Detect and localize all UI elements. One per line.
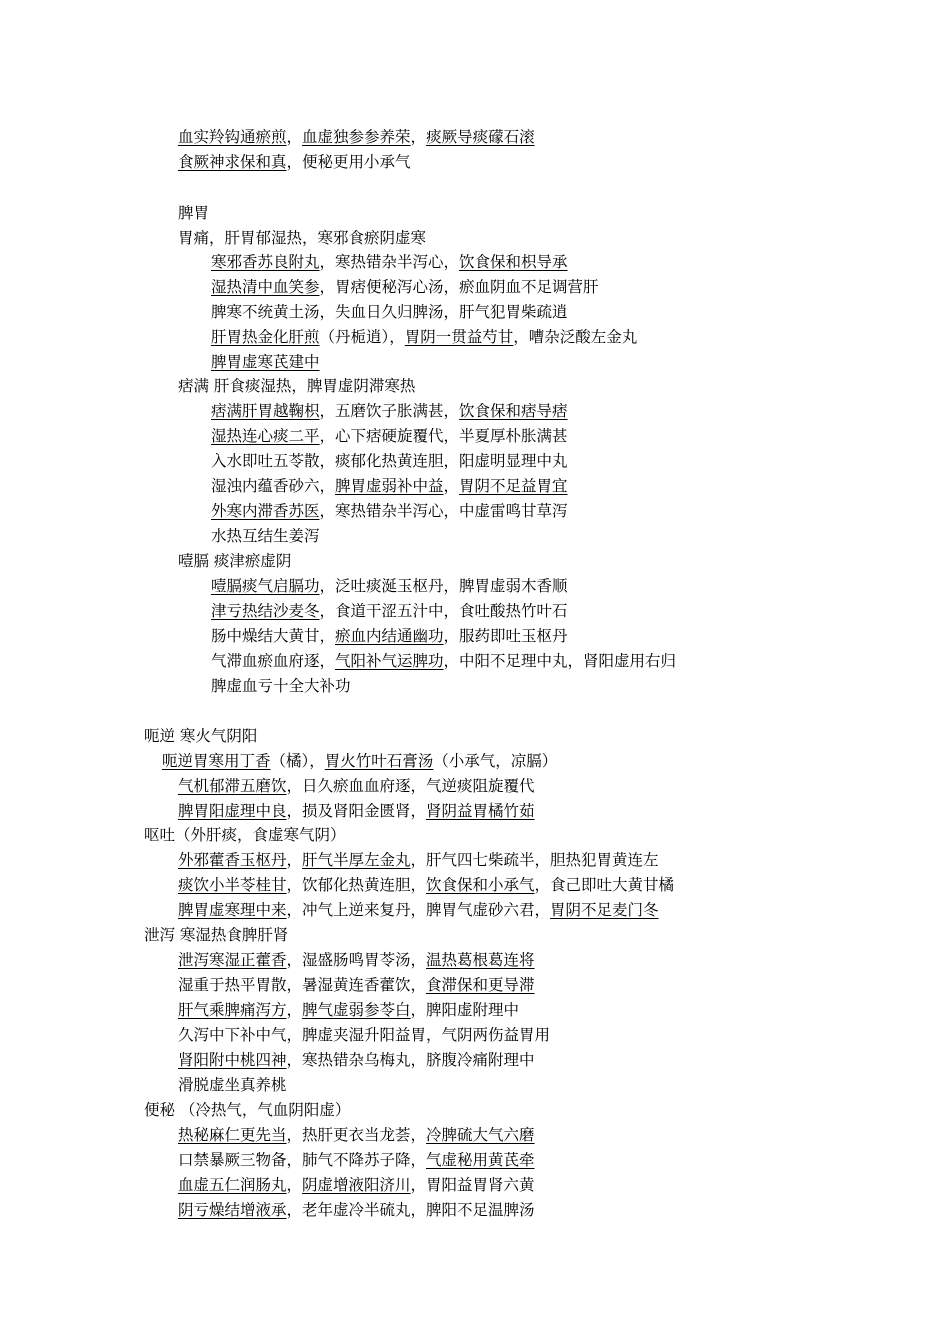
- underlined-phrase: 痞满肝胃越鞠枳: [211, 402, 320, 420]
- text-segment: 胃痛，肝胃郁湿热，寒邪食瘀阴虚寒: [178, 229, 427, 247]
- text-segment: ，: [286, 1176, 303, 1194]
- text-segment: 呕吐（外肝痰，食虚寒气阴）: [144, 826, 346, 844]
- underlined-phrase: 噎膈痰气启膈功: [211, 577, 320, 595]
- text-segment: （丹栀逍），: [319, 328, 405, 346]
- text-segment: ，: [410, 128, 427, 146]
- text-line: [211, 676, 351, 696]
- text-segment: ，老年虚冷半硫丸，脾阳不足温脾汤: [286, 1201, 535, 1219]
- text-segment: 便秘 （冷热气，气血阴阳虚）: [144, 1101, 351, 1119]
- underlined-phrase: 呃逆胃寒用丁香: [162, 752, 271, 770]
- text-segment: 呃逆 寒火气阴阳: [144, 727, 258, 745]
- text-segment: ，脾阳虚附理中: [410, 1001, 520, 1019]
- underlined-phrase: 胃阴不足麦门冬: [550, 901, 659, 919]
- underlined-phrase: 饮食保和痞导痞: [459, 402, 568, 420]
- text-segment: ，食己即吐大黄甘橘: [534, 876, 675, 894]
- text-line: [178, 900, 659, 920]
- text-line: [178, 127, 535, 147]
- underlined-phrase: 气机郁滞五磨饮: [178, 777, 287, 795]
- text-segment: ，泛吐痰涎玉枢丹，脾胃虚弱木香顺: [319, 577, 568, 595]
- text-line: [178, 1175, 535, 1195]
- underlined-phrase: 阴亏燥结增液承: [178, 1201, 287, 1219]
- text-segment: 痞满 肝食痰湿热，脾胃虚阴滞寒热: [178, 377, 416, 395]
- text-segment: 水热互结生姜泻: [211, 527, 320, 545]
- text-line: [178, 1025, 550, 1045]
- underlined-phrase: 脾胃虚寒理中来: [178, 901, 287, 919]
- text-segment: 脾寒不统黄土汤，失血日久归脾汤，肝气犯胃柴疏逍: [211, 303, 568, 321]
- text-line: [144, 825, 346, 845]
- text-line: [211, 327, 637, 347]
- text-line: [211, 526, 320, 546]
- text-line: [178, 1200, 535, 1220]
- text-segment: ，食道干涩五汁中，食吐酸热竹叶石: [319, 602, 568, 620]
- underlined-phrase: 血虚五仁润肠丸: [178, 1176, 287, 1194]
- text-segment: ，冲气上逆来复丹，脾胃气虚砂六君，: [286, 901, 551, 919]
- underlined-phrase: 湿热清中血笑参: [211, 278, 320, 296]
- underlined-phrase: 肝气半厚左金丸: [302, 851, 411, 869]
- text-segment: 脾虚血亏十全大补功: [211, 677, 351, 695]
- text-segment: 脾胃: [178, 204, 210, 222]
- underlined-phrase: 瘀血内结通幽功: [335, 627, 444, 645]
- text-line: [178, 228, 426, 248]
- text-line: [211, 401, 568, 421]
- underlined-phrase: 饮食保和枳导承: [459, 253, 568, 271]
- underlined-phrase: 脾胃虚弱补中益: [335, 477, 444, 495]
- text-segment: ，肝气四七柴疏半，胆热犯胃黄连左: [410, 851, 659, 869]
- text-line: [178, 551, 291, 571]
- text-line: [144, 1100, 350, 1120]
- text-line: [211, 277, 599, 297]
- text-segment: 口禁暴厥三物备，肺气不降苏子降，: [178, 1151, 427, 1169]
- text-segment: ，胃阳益胃肾六黄: [410, 1176, 535, 1194]
- text-line: [178, 1075, 287, 1095]
- text-segment: 泄泻 寒湿热食脾肝肾: [144, 926, 289, 944]
- underlined-phrase: 温热葛根葛连将: [426, 951, 535, 969]
- text-line: [178, 975, 535, 995]
- underlined-phrase: 津亏热结沙麦冬: [211, 602, 320, 620]
- text-line: [211, 501, 568, 521]
- text-segment: ，五磨饮子胀满甚，: [319, 402, 460, 420]
- text-segment: ，: [286, 128, 303, 146]
- underlined-phrase: 肾阳附中桃四神: [178, 1051, 287, 1069]
- underlined-phrase: 外邪藿香玉枢丹: [178, 851, 287, 869]
- text-line: [178, 801, 535, 821]
- underlined-phrase: 痰饮小半苓桂甘: [178, 876, 287, 894]
- text-line: [211, 252, 568, 272]
- text-line: [178, 776, 535, 796]
- text-segment: ，寒热错杂半泻心，中虚雷鸣甘草泻: [319, 502, 568, 520]
- text-line: [178, 950, 535, 970]
- text-line: [211, 302, 568, 322]
- text-line: [178, 875, 674, 895]
- text-line: [211, 426, 568, 446]
- text-segment: ，胃痞便秘泻心汤，瘀血阴血不足调营肝: [319, 278, 599, 296]
- text-line: [211, 352, 320, 372]
- text-segment: ，: [286, 1001, 303, 1019]
- text-segment: ，: [286, 851, 303, 869]
- underlined-phrase: 食滞保和更导滞: [426, 976, 535, 994]
- underlined-phrase: 胃阴不足益胃宜: [459, 477, 568, 495]
- text-line: [211, 626, 568, 646]
- text-line: [144, 726, 257, 746]
- text-segment: ，嘈杂泛酸左金丸: [513, 328, 638, 346]
- text-segment: 久泻中下补中气，脾虚夹湿升阳益胃，气阴两伤益胃用: [178, 1026, 551, 1044]
- underlined-phrase: 脾胃阳虚理中良: [178, 802, 287, 820]
- text-line: [178, 376, 415, 396]
- underlined-phrase: 肝胃热金化肝煎: [211, 328, 320, 346]
- text-segment: ，日久瘀血血府逐，气逆痰阻旋覆代: [286, 777, 535, 795]
- underlined-phrase: 湿热连心痰二平: [211, 427, 320, 445]
- underlined-phrase: 肾阴益胃橘竹茹: [426, 802, 535, 820]
- underlined-phrase: 寒邪香苏良附丸: [211, 253, 320, 271]
- text-line: [178, 1050, 535, 1070]
- text-segment: ，寒热错杂半泻心，: [319, 253, 460, 271]
- underlined-phrase: 胃阴一贯益芍甘: [404, 328, 514, 346]
- text-segment: 湿浊内蕴香砂六，: [211, 477, 336, 495]
- underlined-phrase: 外寒内滞香苏医: [211, 502, 320, 520]
- text-line: [178, 1125, 535, 1145]
- text-line: [144, 925, 288, 945]
- text-segment: 入水即吐五苓散，痰郁化热黄连胆，阳虚明显理中丸: [211, 452, 568, 470]
- text-segment: （小承气，凉膈）: [433, 752, 558, 770]
- text-segment: ，饮郁化热黄连胆，: [286, 876, 427, 894]
- underlined-phrase: 血实羚钩通瘀煎: [178, 128, 287, 146]
- text-line: [211, 576, 568, 596]
- underlined-phrase: 气虚秘用黄芪牵: [426, 1151, 535, 1169]
- text-segment: ，中阳不足理中丸，肾阳虚用右归: [443, 652, 677, 670]
- underlined-phrase: 脾气虚弱参苓白: [302, 1001, 411, 1019]
- text-segment: 滑脱虚坐真养桃: [178, 1076, 287, 1094]
- underlined-phrase: 脾胃虚寒芪建中: [211, 353, 320, 371]
- text-segment: ，: [443, 477, 460, 495]
- text-line: [178, 1000, 519, 1020]
- text-segment: ，寒热错杂乌梅丸，脐腹冷痛附理中: [286, 1051, 535, 1069]
- underlined-phrase: 血虚独参参养荣: [302, 128, 411, 146]
- text-line: [178, 1150, 535, 1170]
- text-segment: ，损及肾阳金匮肾，: [286, 802, 427, 820]
- underlined-phrase: 肝气乘脾痛泻方: [178, 1001, 287, 1019]
- text-line: [211, 651, 676, 671]
- text-line: [178, 203, 209, 223]
- text-line: [178, 152, 411, 172]
- text-segment: ，湿盛肠鸣胃苓汤，: [286, 951, 427, 969]
- text-line: [162, 751, 557, 771]
- text-segment: 湿重于热平胃散，暑湿黄连香藿饮，: [178, 976, 427, 994]
- underlined-phrase: 食厥神求保和真: [178, 153, 287, 171]
- text-line: [211, 451, 568, 471]
- text-segment: （橘），: [270, 752, 325, 770]
- underlined-phrase: 阴虚增液阳济川: [302, 1176, 411, 1194]
- text-segment: ，热肝更衣当龙荟，: [286, 1126, 427, 1144]
- text-line: [211, 601, 568, 621]
- underlined-phrase: 胃火竹叶石膏汤: [324, 752, 434, 770]
- underlined-phrase: 冷脾硫大气六磨: [426, 1126, 535, 1144]
- text-segment: ，服药即吐玉枢丹: [443, 627, 568, 645]
- text-segment: 噎膈 痰津瘀虚阴: [178, 552, 292, 570]
- underlined-phrase: 饮食保和小承气: [426, 876, 535, 894]
- text-segment: 肠中燥结大黄甘，: [211, 627, 336, 645]
- underlined-phrase: 热秘麻仁更先当: [178, 1126, 287, 1144]
- text-line: [211, 476, 568, 496]
- text-segment: ，便秘更用小承气: [286, 153, 411, 171]
- text-line: [178, 850, 659, 870]
- underlined-phrase: 痰厥导痰礞石滚: [426, 128, 535, 146]
- text-segment: ，心下痞硬旋覆代，半夏厚朴胀满甚: [319, 427, 568, 445]
- text-segment: 气滞血瘀血府逐，: [211, 652, 336, 670]
- underlined-phrase: 泄泻寒湿正藿香: [178, 951, 287, 969]
- underlined-phrase: 气阳补气运脾功: [335, 652, 444, 670]
